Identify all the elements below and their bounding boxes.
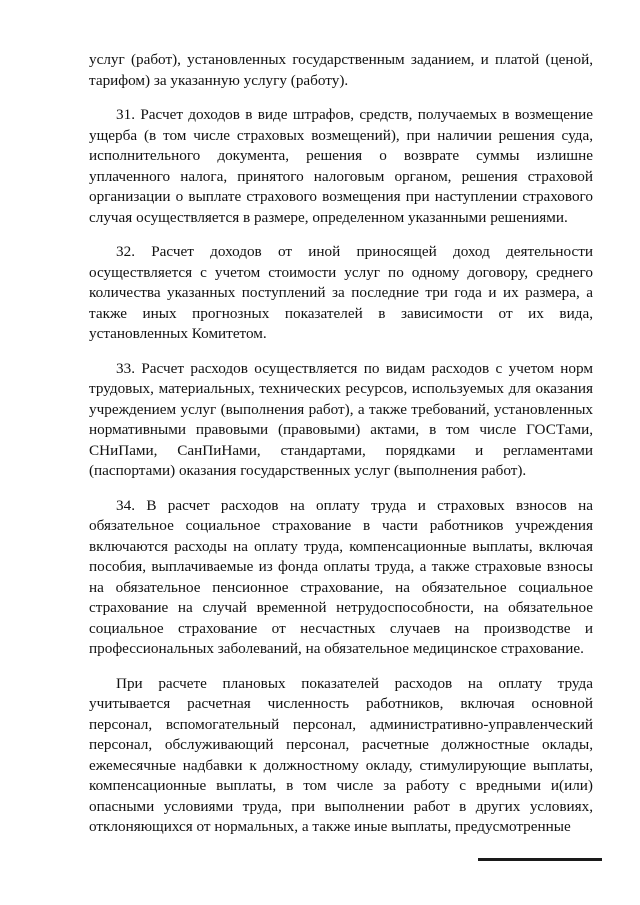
paragraph-34: 34. В расчет расходов на оплату труда и страховых взносов на обязательное социальное страхование в части работников учреждения включаются расходы на оплату труда, компенсационные выплаты, включая пособия, выплачиваемые из фонда оплаты труда, а также страховые взносы на обязательное пенсионное страхование, на обязательное социальное страхование на случай временной нетрудоспособности, на обязательное социальное страхование от несчастных случаев на производстве и профессиональных заболеваний, на обязательное медицинское страхование. <box>89 496 593 657</box>
footer-rule <box>478 858 602 861</box>
document-body <box>89 50 593 838</box>
paragraph-32: 32. Расчет доходов от иной приносящей доход деятельности осуществляется с учетом стоимости услуг по одному договору, среднего количества указанных поступлений за последние три года и их размера, а также иных прогнозных показателей в зависимости от их вида, установленных Комитетом. <box>89 243 593 342</box>
paragraph-31: 31. Расчет доходов в виде штрафов, средств, получаемых в возмещение ущерба (в том числе страховых возмещений), при наличии решения суда, исполнительного документа, решения о возврате суммы излишне уплаченного налога, принятого налоговым органом, решения страховой организации о выплате страхового возмещения при наступлении страхового случая осуществляется в размере, определенном указанными решениями. <box>89 106 593 226</box>
paragraph-continuation: услуг (работ), установленных государственным заданием, и платой (ценой, тарифом) за указанную услугу (работу). <box>89 51 593 89</box>
paragraph-planned-indicators: При расчете плановых показателей расходов на оплату труда учитывается расчетная численность работников, включая основной персонал, вспомогательный персонал, административно-управленческий персонал, обслуживающий персонал, расчетные должностные оклады, ежемесячные надбавки к должностному окладу, стимулирующие выплаты, компенсационные выплаты, в том числе за работу с вредными и(или) опасными условиями труда, при выполнении работ в других условиях, отклоняющихся от нормальных, а также иные выплаты, предусмотренные <box>89 674 593 835</box>
paragraph-33: 33. Расчет расходов осуществляется по видам расходов с учетом норм трудовых, материальных, технических ресурсов, используемых для оказания учреждением услуг (выполнения работ), а также требований, установленных нормативными правовыми (правовыми) актами, в том числе ГОСТами, СНиПами, СанПиНами, стандартами, порядками и регламентами (паспортами) оказания государственных услуг (выполнения работ). <box>89 359 593 479</box>
